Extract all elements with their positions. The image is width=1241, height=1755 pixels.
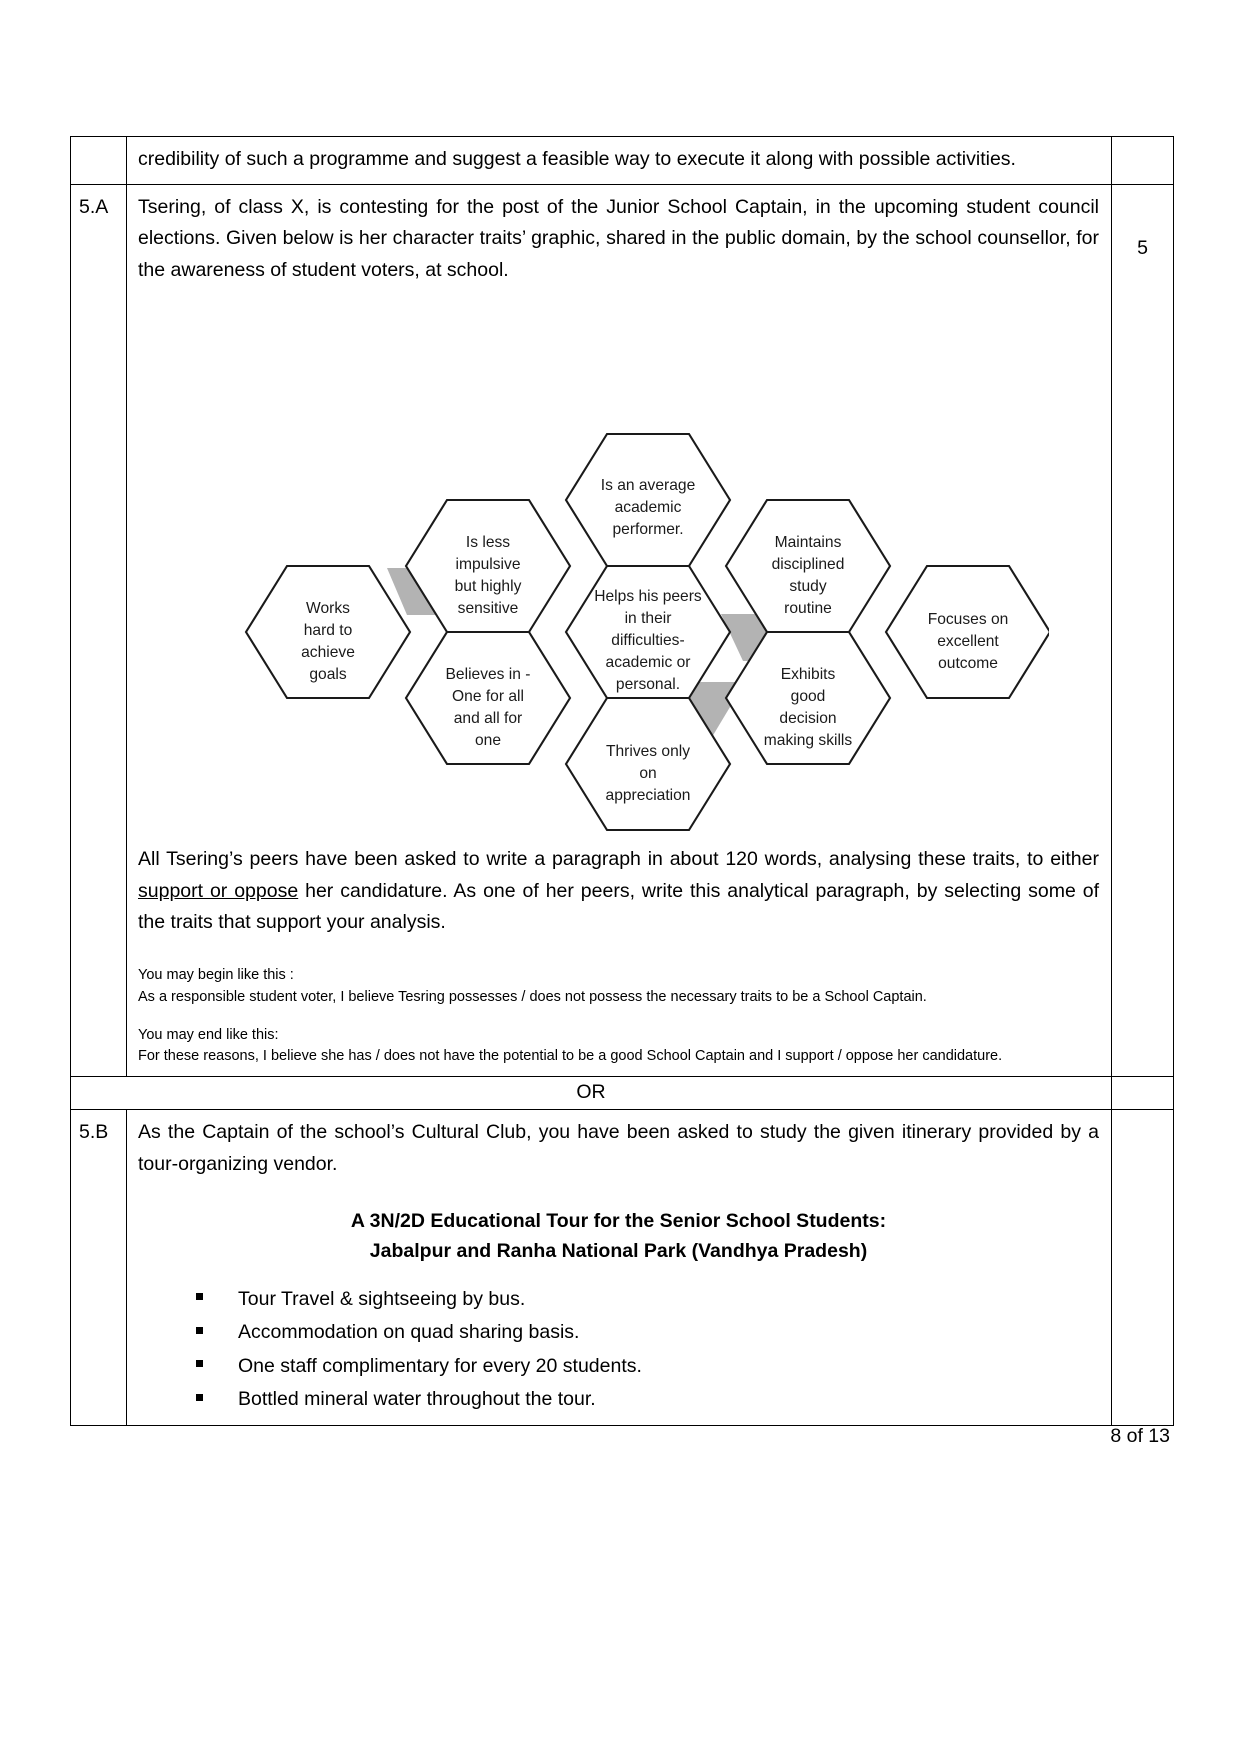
page-footer: 8 of 13 [1110, 1425, 1170, 1447]
hex-line: good [790, 688, 825, 706]
hex-line: achieve [300, 644, 355, 662]
hex-line: Exhibits [780, 666, 835, 684]
list-item-label: Accommodation on quad sharing basis. [238, 1321, 580, 1344]
q5a-begin-text: As a responsible student voter, I believe Tesring possesses / does not possess the necessary traits to be a School Captain. [138, 988, 927, 1005]
marks-cell-5b [1112, 1110, 1174, 1426]
hex-line: in their [624, 610, 671, 628]
question-number-5b: 5.B [79, 1121, 109, 1144]
traits-honeycomb-graphic [138, 304, 1099, 844]
table-row-q5a [71, 184, 1174, 1076]
question-table [70, 136, 1174, 1426]
bullet-square-icon [196, 1327, 203, 1334]
table-row-or [71, 1077, 1174, 1110]
question-number-cell [71, 137, 127, 185]
hex-line: Is an average [600, 477, 695, 495]
question-number-cell-5a [71, 184, 127, 1076]
list-item-label: Bottled mineral water throughout the tour. [238, 1388, 596, 1411]
hex-line: goals [308, 666, 347, 684]
hex-line: sensitive [457, 600, 518, 618]
tour-title-line-1: A 3N/2D Educational Tour for the Senior School Students: [350, 1210, 887, 1233]
marks-value-5b [1112, 1110, 1173, 1124]
hex-line: and all for [453, 710, 522, 728]
hex-line: Focuses on [927, 611, 1008, 629]
question-number [71, 137, 126, 151]
honeycomb-svg [189, 304, 1049, 834]
list-item [196, 1316, 1099, 1350]
hex-line: academic or [605, 654, 690, 672]
q5b-intro: As the Captain of the school’s Cultural Club, you have been asked to study the given itinerary provided by a tour-organizing vendor. [138, 1121, 1099, 1175]
bullet-square-icon [196, 1293, 203, 1300]
q5a-intro: Tsering, of class X, is contesting for the post of the Junior School Captain, in the upcoming student council elections. Given below is her character traits’ graphic, shared in the public domain, by the school counsellor, for the awareness of student voters, at school. [138, 195, 1099, 281]
hex-line: One for all [451, 688, 524, 706]
list-item-label: Tour Travel & sightseeing by bus. [238, 1287, 526, 1310]
hex-line: Helps his peers [593, 588, 702, 606]
hex-line: Thrives only [605, 743, 690, 761]
marks-value [1112, 137, 1173, 151]
tour-title-line-2: Jabalpur and Ranha National Park (Vandhya Pradesh) [369, 1240, 868, 1263]
hex-line: Is less [465, 534, 510, 552]
question-body-cell [127, 137, 1112, 185]
hex-line: decision [778, 710, 837, 728]
hex-line: appreciation [605, 787, 690, 805]
hex-line: but highly [454, 578, 521, 596]
hex-line: on [638, 765, 657, 783]
q5a-end-text: For these reasons, I believe she has / does not have the potential to be a good School Captain and I support / oppose her candidature. [138, 1048, 1003, 1065]
question-number-cell-5b [71, 1110, 127, 1426]
table-row-continued [71, 137, 1174, 185]
hex-line: impulsive [455, 556, 520, 574]
marks-cell-5a [1112, 184, 1174, 1076]
question-body-cell-5a [127, 184, 1112, 1076]
q5a-task-post: her candidature. As one of her peers, write this analytical paragraph, by selecting some of the traits that support your analysis. [138, 879, 1099, 934]
marks-value-5a: 5 [1137, 236, 1148, 259]
hex-line: performer. [611, 521, 684, 539]
q5a-begin-label: You may begin like this : [138, 967, 294, 984]
hex-helps-peers [566, 566, 730, 698]
bullet-square-icon [196, 1360, 203, 1367]
hex-line: one [474, 732, 501, 750]
hex-focuses-outcome [886, 566, 1049, 698]
bullet-square-icon [196, 1394, 203, 1401]
hex-line: Believes in - [445, 666, 530, 684]
marks-cell [1112, 137, 1174, 185]
hex-line: difficulties- [610, 632, 685, 650]
or-label: OR [576, 1081, 606, 1104]
q5a-task [138, 844, 1099, 939]
hex-line: Maintains [774, 534, 841, 552]
list-item [196, 1350, 1099, 1384]
hex-line: outcome [937, 655, 998, 673]
list-item-label: One staff complimentary for every 20 students. [238, 1354, 642, 1377]
hex-maintains-discipline [726, 500, 890, 632]
question-body-cell-5b [127, 1110, 1112, 1426]
question-number-5a: 5.A [79, 195, 109, 218]
hex-line: Works [305, 600, 350, 618]
or-marks-cell [1112, 1077, 1174, 1110]
list-item [196, 1283, 1099, 1317]
continued-text: credibility of such a programme and suggest a feasible way to execute it along with possible activities. [138, 148, 1016, 170]
hex-average-academic [566, 434, 730, 566]
hex-line: making skills [763, 732, 852, 750]
hex-works-hard [246, 566, 410, 698]
q5a-task-underlined: support or oppose [138, 879, 299, 902]
hex-line: study [788, 578, 827, 596]
q5a-task-pre: All Tsering’s peers have been asked to write a paragraph in about 120 words, analysing these traits, to either [138, 848, 1099, 871]
list-item [196, 1383, 1099, 1417]
itinerary-list [138, 1283, 1099, 1417]
hex-line: routine [783, 600, 832, 618]
or-divider-cell [71, 1077, 1112, 1110]
hex-line: personal. [615, 676, 680, 694]
q5a-end-label: You may end like this: [138, 1026, 279, 1043]
hex-line: disciplined [771, 556, 844, 574]
hex-believes-one-for-all [406, 632, 570, 764]
hex-line: hard to [303, 622, 352, 640]
hex-line: excellent [936, 633, 999, 651]
table-row-q5b [71, 1110, 1174, 1426]
hex-line: academic [614, 499, 681, 517]
